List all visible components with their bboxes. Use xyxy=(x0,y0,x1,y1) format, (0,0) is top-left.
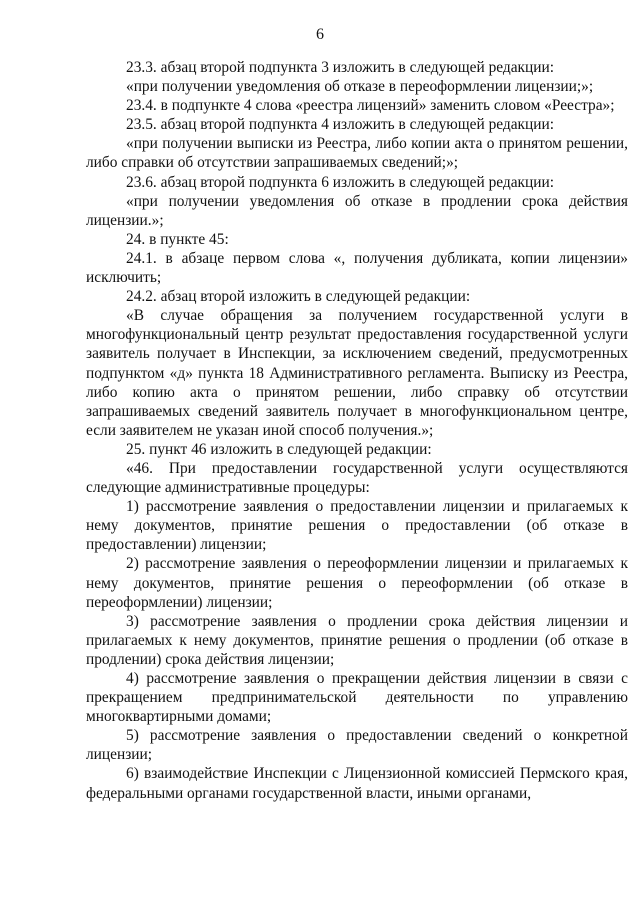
paragraph: 1) рассмотрение заявления о предоставлении лицензии и прилагаемых к нему документов, принятие решения о предоставлении (об отказе в предоставлении) лицензии; xyxy=(86,498,628,554)
paragraph: 6) взаимодействие Инспекции с Лицензионной комиссией Пермского края, федеральными органами государственной власти, иными органами, xyxy=(86,765,628,802)
paragraph: 24. в пункте 45: xyxy=(126,230,229,248)
paragraph: 23.6. абзац второй подпункта 6 изложить в следующей редакции: xyxy=(126,173,555,191)
paragraph: 3) рассмотрение заявления о продлении срока действия лицензии и прилагаемых к нему документов, принятие решения о продлении (об отказе в продлении) срока действия лицензии; xyxy=(86,612,628,668)
paragraph: «при получении выписки из Реестра, либо копии акта о принятом решении, либо справки об отсутствии запрашиваемых сведений;»; xyxy=(86,135,628,172)
paragraph: «при получении уведомления об отказе в переоформлении лицензии;»; xyxy=(126,78,594,96)
document-body xyxy=(86,58,628,803)
paragraph: 23.4. в подпункте 4 слова «реестра лицензий» заменить словом «Реестра»; xyxy=(126,97,615,115)
paragraph: «при получении уведомления об отказе в продлении срока действия лицензии.»; xyxy=(86,192,628,229)
paragraph: «В случае обращения за получением государственной услуги в многофункциональный центр результат предоставления государственной услуги заявитель получает в Инспекции, за исключением сведений, предусмотренных подпунктом «д» пункта 18 Административного регламента. Выписку из Реестра, либо копию акта о принятом решении, либо справку об отсутствии запрашиваемых сведений заявитель получает в многофункциональном центре, если заявителем не указан иной способ получения.»; xyxy=(86,307,628,439)
paragraph: 23.3. абзац второй подпункта 3 изложить в следующей редакции: xyxy=(126,59,555,76)
paragraph: 24.1. в абзаце первом слова «, получения дубликата, копии лицензии» исключить; xyxy=(86,249,628,287)
paragraph: 4) рассмотрение заявления о прекращении действия лицензии в связи с прекращением предпринимательской деятельности по управлению многоквартирными домами; xyxy=(86,670,628,726)
paragraph: «46. При предоставлении государственной услуги осуществляются следующие административные процедуры: xyxy=(86,459,628,497)
paragraph: 2) рассмотрение заявления о переоформлении лицензии и прилагаемых к нему документов, принятие решения о переоформлении (об отказе в переоформлении) лицензии; xyxy=(86,555,628,611)
paragraph: 5) рассмотрение заявления о предоставлении сведений о конкретной лицензии; xyxy=(86,727,628,764)
page-number: 6 xyxy=(316,26,324,43)
paragraph: 24.2. абзац второй изложить в следующей редакции: xyxy=(126,288,471,306)
paragraph: 23.5. абзац второй подпункта 4 изложить в следующей редакции: xyxy=(126,116,555,134)
paragraph: 25. пункт 46 изложить в следующей редакции: xyxy=(126,440,432,458)
